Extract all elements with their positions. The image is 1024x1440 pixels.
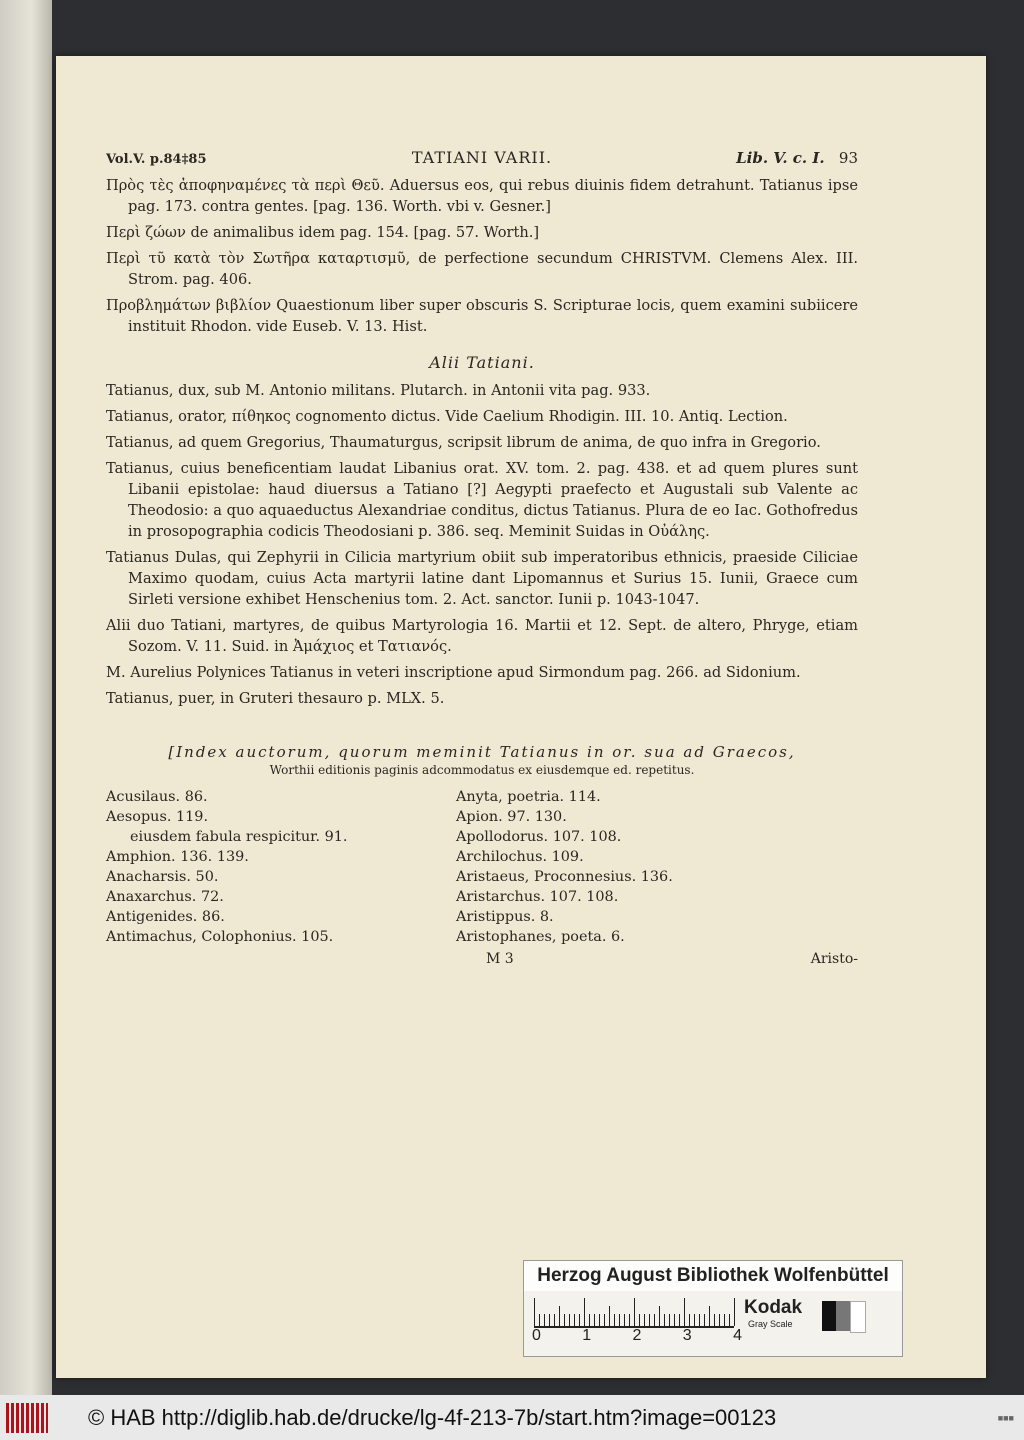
index-subheading: Worthii editionis paginis adcommodatus ex eiusdemque ed. repetitus. [269, 763, 695, 777]
ruler-tick [724, 1314, 725, 1326]
ruler-tick [604, 1314, 605, 1326]
ruler-tick [654, 1314, 655, 1326]
ruler-number: 4 [733, 1327, 742, 1344]
copyright-url[interactable]: © HAB http://diglib.hab.de/drucke/lg-4f-213-7b/start.htm?image=00123 [88, 1404, 777, 1430]
ruler-tick [709, 1306, 710, 1326]
gray-swatch-mid [836, 1301, 850, 1331]
index-entry: Aristippus. 8. [456, 909, 554, 925]
page-text [106, 148, 858, 967]
page-footer [106, 951, 858, 967]
color-calibration-card [523, 1260, 903, 1357]
index-entry: eiusdem fabula respicitur. 91. [130, 829, 348, 845]
gray-scale-label: Gray Scale [748, 1319, 793, 1329]
index-column-right [456, 787, 806, 947]
ruler-tick [544, 1314, 545, 1326]
header-volume-ref: Vol.V. p.84‡85 [106, 152, 207, 167]
gray-swatch-white [850, 1301, 866, 1333]
index-entry: Anyta, poetria. 114. [456, 789, 601, 805]
index-entry: Antigenides. 86. [106, 909, 225, 925]
ruler-tick [534, 1298, 535, 1326]
ruler-tick [699, 1314, 700, 1326]
library-name: Herzog August Bibliothek Wolfenbüttel [524, 1261, 902, 1291]
ruler-tick [689, 1314, 690, 1326]
page-number: 93 [838, 149, 858, 167]
book-page [56, 56, 986, 1378]
ruler-tick [549, 1314, 550, 1326]
header-book-ref [698, 149, 858, 167]
ruler-tick [554, 1314, 555, 1326]
ruler-tick [659, 1306, 660, 1326]
ruler-tick [564, 1314, 565, 1326]
gray-swatch-black [822, 1301, 836, 1331]
ruler-tick [584, 1298, 585, 1326]
index-heading: [Index auctorum, quorum meminit Tatianus in or. sua ad Graecos, [168, 743, 796, 761]
catchword: Aristo- [810, 951, 858, 967]
index-columns [106, 787, 858, 947]
alii-entry: M. Aurelius Polynices Tatianus in veteri inscriptione apud Sirmondum pag. 266. ad Sidonium. [106, 664, 801, 681]
ruler-tick [569, 1314, 570, 1326]
ruler-tick [734, 1298, 735, 1326]
copyright-bar [0, 1395, 1024, 1440]
ruler-tick [559, 1306, 560, 1326]
ruler-tick [634, 1298, 635, 1326]
bar-dots: ■■■ [997, 1412, 1014, 1423]
index-entry: Antimachus, Colophonius. 105. [106, 929, 334, 945]
facing-page-edge [0, 0, 52, 1395]
alii-entry: Tatianus, cuius beneficentiam laudat Libanius orat. XV. tom. 2. pag. 438. et ad quem plures sunt Libanii epistolae: haud diuersus a Tatiano [?] Aegypti praefecto et Augustali sub Valente ac Theodosio: a quo aquaeductus Alexandriae conditus, dictus Tatianus. Plura de eo Iac. Gothofredus in prosopographia codicis Theodosiani p. 386. seq. Meminit Suidas in Οὐάλης. [106, 460, 858, 540]
index-entry: Apion. 97. 130. [456, 809, 567, 825]
index-entry: Amphion. 136. 139. [106, 849, 249, 865]
alii-entry: Tatianus, puer, in Gruteri thesauro p. MLX. 5. [106, 690, 445, 707]
ruler-tick [614, 1314, 615, 1326]
ruler-tick [629, 1314, 630, 1326]
ruler-tick [674, 1314, 675, 1326]
ruler-scale [534, 1296, 734, 1328]
header-lib: Lib. V. c. I. [736, 149, 825, 167]
ruler-tick [624, 1314, 625, 1326]
ruler-tick [684, 1298, 685, 1326]
ruler-tick [694, 1314, 695, 1326]
index-entry: Archilochus. 109. [456, 849, 584, 865]
hab-logo-icon [6, 1403, 48, 1433]
index-entry: Anaxarchus. 72. [106, 889, 224, 905]
ruler-tick [679, 1314, 680, 1326]
index-entry: Acusilaus. 86. [106, 789, 208, 805]
ruler-tick [589, 1314, 590, 1326]
work-entry: Περὶ ζώων de animalibus idem pag. 154. [pag. 57. Worth.] [106, 224, 540, 241]
ruler-tick [704, 1314, 705, 1326]
section-title: Alii Tatiani. [429, 353, 535, 372]
ruler-tick [664, 1314, 665, 1326]
ruler-tick [719, 1314, 720, 1326]
work-entry: Προβλημάτων βιβλίον Quaestionum liber super obscuris S. Scripturae locis, quem examini subiicere instituit Rhodon. vide Euseb. V. 13. Hist. [106, 297, 858, 335]
index-column-left [106, 787, 456, 947]
index-entry: Aristaeus, Proconnesius. 136. [456, 869, 673, 885]
work-entry: Πρὸς τὲς ἀποφηναμένες τὰ περὶ Θεῦ. Aduersus eos, qui rebus diuinis fidem detrahunt. Tatianus ipse pag. 173. contra gentes. [pag. 136. Worth. vbi v. Gesner.] [106, 177, 858, 215]
alii-entry: Tatianus Dulas, qui Zephyrii in Cilicia martyrium obiit sub imperatoribus ethnicis, praeside Ciliciae Maximo quodam, cuius Acta martyrii latine dant Lipomannus et Surius 15. Iunii, Graece cum Sirleti versione exhibet Henschenius tom. 2. Act. sanctor. Iunii p. 1043-1047. [106, 549, 858, 608]
ruler-tick [594, 1314, 595, 1326]
ruler-tick [619, 1314, 620, 1326]
running-header [106, 148, 858, 167]
ruler-number: 3 [682, 1327, 692, 1344]
ruler-tick [579, 1314, 580, 1326]
ruler-tick [599, 1314, 600, 1326]
ruler-numbers [532, 1327, 742, 1345]
ruler-tick [714, 1314, 715, 1326]
alii-entry: Tatianus, orator, πίθηκος cognomento dictus. Vide Caelium Rhodigin. III. 10. Antiq. Lection. [106, 408, 788, 425]
alii-entry: Tatianus, dux, sub M. Antonio militans. Plutarch. in Antonii vita pag. 933. [106, 382, 651, 399]
ruler-tick [669, 1314, 670, 1326]
ruler-tick [639, 1314, 640, 1326]
ruler-tick [539, 1314, 540, 1326]
index-entry: Aesopus. 119. [106, 809, 209, 825]
ruler-number: 0 [532, 1327, 541, 1344]
ruler-tick [609, 1306, 610, 1326]
index-entry: Aristarchus. 107. 108. [456, 889, 619, 905]
alii-entry: Tatianus, ad quem Gregorius, Thaumaturgus, scripsit librum de anima, de quo infra in Gregorio. [106, 434, 821, 451]
alii-entry: Alii duo Tatiani, martyres, de quibus Martyrologia 16. Martii et 12. Sept. de altero, Phryge, etiam Sozom. V. 11. Suid. in Ἀμάχιος et Τατιανός. [106, 617, 858, 655]
alii-list [106, 380, 858, 709]
index-entry: Anacharsis. 50. [106, 869, 219, 885]
ruler-number: 1 [582, 1327, 592, 1344]
signature-mark: M 3 [486, 951, 514, 967]
ruler-tick [729, 1314, 730, 1326]
work-entry: Περὶ τῦ κατὰ τὸν Σωτῆρα καταρτισμῦ, de perfectione secundum CHRISTVM. Clemens Alex. III. Strom. pag. 406. [106, 250, 858, 288]
ruler-tick [649, 1314, 650, 1326]
ruler-tick [574, 1314, 575, 1326]
works-list [106, 175, 858, 337]
ruler-tick [644, 1314, 645, 1326]
index-entry: Apollodorus. 107. 108. [456, 829, 622, 845]
header-title: TATIANI VARII. [411, 148, 553, 167]
kodak-logo: Kodak [744, 1297, 803, 1318]
ruler-number: 2 [632, 1327, 642, 1344]
index-entry: Aristophanes, poeta. 6. [456, 929, 625, 945]
